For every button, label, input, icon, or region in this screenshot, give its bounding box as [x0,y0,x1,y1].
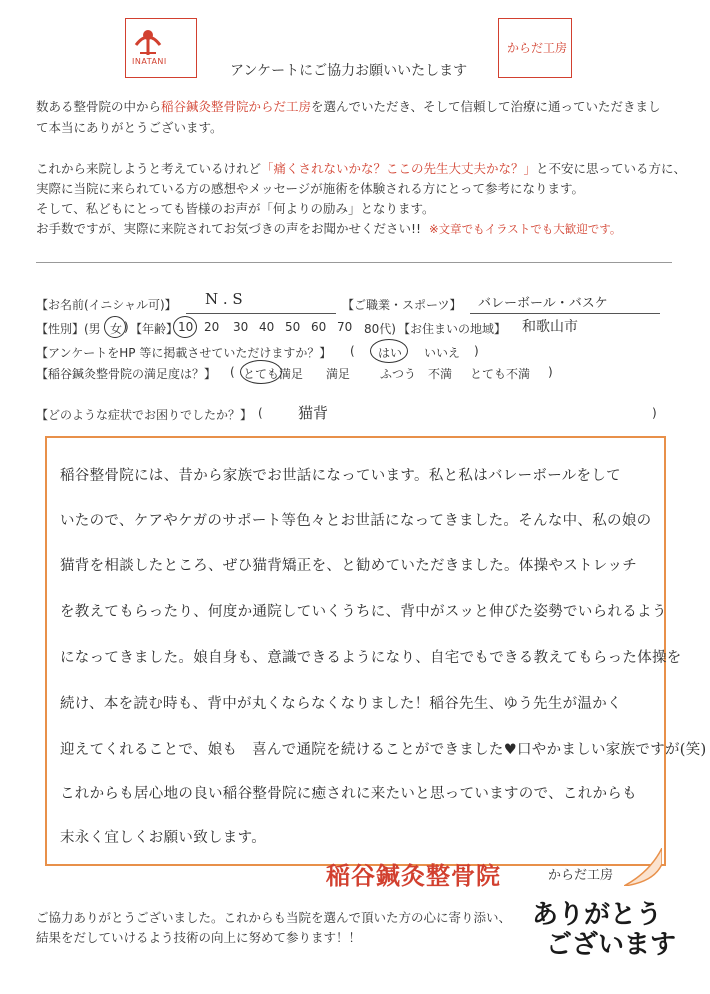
message-line-7: 迎えてくれることで、娘も 喜んで通院を続けることができました♥口やかましい家族ですが(笑) [60,742,707,758]
age-40: 40 [259,320,275,334]
message-line-5: になってきました。娘自身も、意識できるようになり、自宅でもできる教えてもらった体操を [60,650,682,666]
age-60: 60 [311,320,327,334]
symptom-value: 猫背 [298,404,329,422]
divider [36,262,672,263]
job-value: バレーボール・バスケ [478,296,608,311]
hp-yes: はい [378,346,403,360]
hp-open: ( [350,344,355,358]
thanks-handwriting: ありがとう ございます [532,900,677,960]
gender-close: ) [124,320,129,334]
sat-dissatisfied: 不満 [428,367,453,381]
hp-yes-circle [370,339,408,363]
message-line-6: 続け、本を読む時も、背中が丸くならなくなりました！稲谷先生、ゆう先生が温かく [60,696,622,712]
region-value: 和歌山市 [522,319,578,335]
age-circle [173,316,197,338]
hp-close: ) [474,344,479,358]
age-label: 【年齢】 [130,322,179,336]
intro-line-1: 数ある整骨院の中から稲谷鍼灸整骨院からだ工房を選んでいただき、そして信頼して治療に通っていただきまし [36,99,661,114]
name-underline [186,313,336,314]
message-line-1: 稲谷整骨院には、昔から家族でお世話になっています。私と私はバレーボールをして [60,468,621,484]
clinic-sub: からだ工房 [548,868,614,883]
gender-circle [104,316,126,338]
satisfaction-label: 【稲谷鍼灸整骨院の満足度は？】 [36,367,217,381]
message-line-9: 末永く宜しくお願い致します。 [60,830,267,846]
intro-line-6: お手数ですが、実際に来院されてお気づきの声をお聞かせください!! ※文章でもイラストでも大歓迎です。 [36,221,622,236]
message-line-3: 猫背を相談したところ、ぜひ猫背矯正を、と勧めていただきました。体操やストレッチ [60,558,638,574]
footer-line-2: 結果をだしていけるよう技術の向上に努めて参ります！！ [36,930,362,945]
gender-female: 女 [110,322,123,336]
sat-very-dissatisfied: とても不満 [470,367,531,381]
message-line-2: いたので、ケアやケガのサポート等色々とお世話になってきました。そんな中、私の娘の [60,513,652,529]
sat-open: ( [230,365,235,379]
age-10: 10 [178,320,194,334]
symptom-open: ( [258,406,263,420]
message-line-8: これからも居心地の良い稲谷整骨院に癒されに来たいと思っていますので、これからも [60,786,637,802]
logo-text: INATANI [132,57,167,66]
sat-circle [240,360,282,384]
sat-normal: ふつう [380,367,417,381]
symptom-close: ) [652,406,657,420]
age-30: 30 [233,320,249,334]
brand-stamp [498,18,572,78]
footer-line-1: ご協力ありがとうございました。これからも当院を選んで頂いた方の心に寄り添い、 [36,910,512,925]
region-label: 【お住まいの地域】 [398,322,507,336]
hp-label: 【アンケートをHP 等に掲載させていただけますか？】 [36,346,332,360]
name-label: 【お名前(イニシャル可)】 [36,298,177,312]
age-80: 80代) [364,322,396,336]
gender-label: 【性別】(男 [36,322,101,336]
sat-satisfied: 満足 [326,367,351,381]
intro-line-3: これから来院しようと考えているけれど「痛くされないかな？ここの先生大丈夫かな？」と不安に思っている方に、 [36,161,687,176]
hp-no: いいえ [424,346,461,360]
age-20: 20 [204,320,220,334]
age-70: 70 [337,320,353,334]
job-label: 【ご職業・スポーツ】 [342,298,462,312]
clinic-name: 稲谷鍼灸整骨院 [326,861,501,890]
symptom-label: 【どのような症状でお困りでしたか？】 [36,408,253,422]
page-curl-icon [624,848,662,886]
message-line-4: を教えてもらったり、何度か通院していくうちに、背中がスッと伸びた姿勢でいられるよう [60,604,667,620]
intro-line-5: そして、私どもにとっても皆様のお声が「何よりの励み」となります。 [36,201,435,216]
job-underline [470,313,660,314]
intro-line-4: 実際に当院に来られている方の感想やメッセージが施術を体験される方にとって参考になります。 [36,181,585,196]
sat-very-satisfied: とても満足 [243,367,304,381]
inatani-logo-stamp [125,18,197,78]
sat-close: ) [548,365,553,379]
inatani-logo-icon [126,19,196,77]
page-title: アンケートにご協力お願いいたします [230,63,468,79]
brand-stamp-text: からだ工房 [507,41,568,55]
age-50: 50 [285,320,301,334]
intro-line-2: て本当にありがとうございます。 [36,120,223,135]
name-value: N . S [205,290,243,308]
